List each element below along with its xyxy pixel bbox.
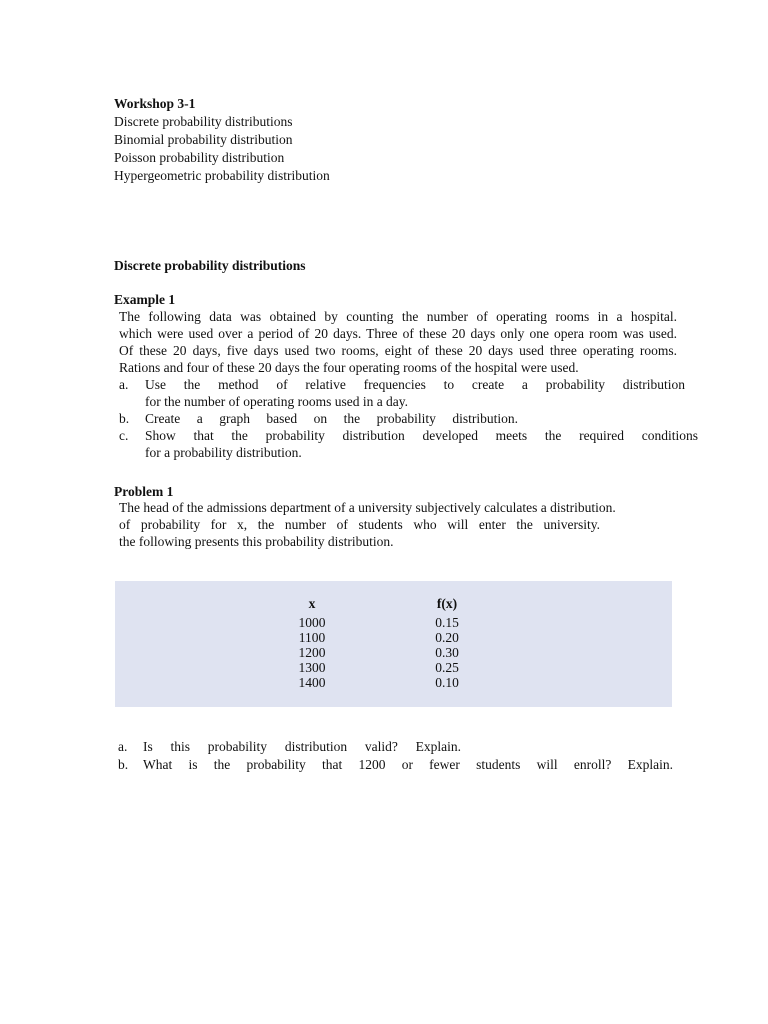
workshop-title: Workshop 3-1	[114, 96, 196, 111]
list-item	[119, 376, 685, 410]
table-cell: 0.30	[435, 645, 459, 660]
table-column-fx	[407, 593, 487, 690]
paragraph-line: of probability for x, the number of students who will enter the university.	[119, 517, 600, 532]
paragraph-line: The following data was obtained by counting the number of operating rooms in a hospital.	[119, 309, 677, 324]
paragraph-line: the following presents this probability distribution.	[119, 534, 394, 549]
list-marker: b.	[118, 757, 129, 772]
table-cell: 0.25	[435, 660, 459, 675]
table-cell: 0.10	[435, 675, 459, 690]
table-header: f(x)	[436, 596, 458, 611]
list-item-text: Use the method of relative frequencies to create a probability distribution	[145, 377, 685, 392]
topic-item: Poisson probability distribution	[114, 150, 285, 165]
list-marker: a.	[118, 739, 128, 754]
list-item-text: for a probability distribution.	[145, 445, 302, 460]
table-cell: 1400	[298, 675, 326, 690]
problem-question-list	[118, 738, 673, 774]
list-marker: a.	[119, 377, 129, 392]
paragraph-line: Rations and four of these 20 days the four operating rooms of the hospital were used.	[119, 360, 579, 375]
topic-item: Discrete probability distributions	[114, 114, 293, 129]
list-marker: c.	[119, 428, 129, 443]
list-item-text: for the number of operating rooms used in a day.	[145, 394, 409, 409]
table-cell: 1200	[298, 645, 326, 660]
example-paragraph	[119, 308, 677, 376]
topic-item: Binomial probability distribution	[114, 132, 293, 147]
list-item	[118, 738, 673, 756]
table-cell: 1000	[298, 615, 326, 630]
table-header: x	[308, 596, 316, 611]
problem-paragraph	[119, 499, 639, 550]
list-marker: b.	[119, 411, 130, 426]
problem-title: Problem 1	[114, 484, 174, 499]
table-cell: 0.20	[435, 630, 459, 645]
example-title: Example 1	[114, 292, 176, 307]
list-item-text: Create a graph based on the probability distribution.	[145, 411, 518, 426]
table-cell: 1300	[298, 660, 326, 675]
list-item	[119, 427, 698, 461]
table-column-x	[272, 593, 352, 690]
example-task-list	[119, 376, 699, 461]
list-item-text: What is the probability that 1200 or fewer students will enroll? Explain.	[143, 757, 673, 772]
topic-item: Hypergeometric probability distribution	[114, 168, 330, 183]
table-cell: 0.15	[435, 615, 459, 630]
table-cell: 1100	[298, 630, 326, 645]
list-item-text: Show that the probability distribution developed meets the required conditions	[145, 428, 698, 443]
list-item	[118, 756, 673, 774]
paragraph-line: The head of the admissions department of a university subjectively calculates a distribution.	[119, 500, 616, 515]
list-item-text: Is this probability distribution valid? Explain.	[143, 739, 461, 754]
list-item	[119, 410, 518, 427]
section-title: Discrete probability distributions	[114, 258, 306, 273]
paragraph-line: Of these 20 days, five days used two rooms, eight of these 20 days used three operating rooms.	[119, 343, 677, 358]
probability-table	[115, 581, 672, 707]
paragraph-line: which were used over a period of 20 days. Three of these 20 days only one opera room was used.	[119, 326, 677, 341]
